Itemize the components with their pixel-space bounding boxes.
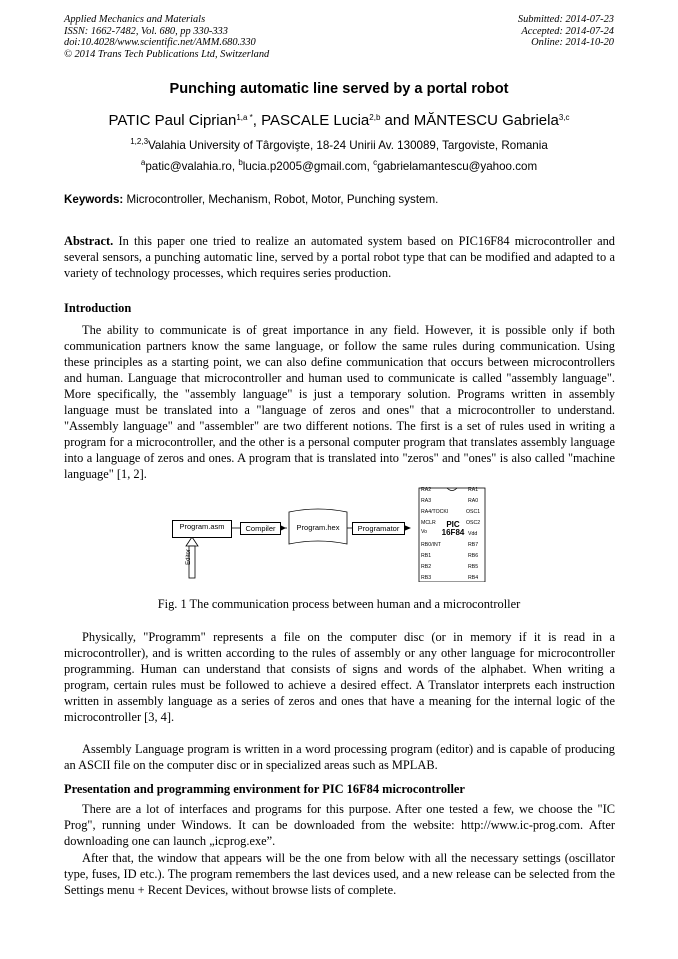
email-c[interactable]: gabrielamantescu@yahoo.com: [377, 160, 538, 173]
pic-pin-right: Vdd: [468, 531, 478, 537]
pic-pin-left: RA3: [421, 498, 432, 504]
section2-paragraph-1: There are a lot of interfaces and programs for this purpose. After one tested a few, we choose the "IC Prog", running under Windows. It can be downloaded from the website: http://www.ic-prog.com. After downloading one can launch „icprog.exe”.: [64, 802, 615, 848]
section-heading-programming-environment: Presentation and programming environment for PIC 16F84 microcontroller: [64, 782, 465, 796]
author-list: [0, 112, 678, 129]
abstract-text: In this paper one tried to realize an automated system based on PIC16F84 microcontroller and several sensors, a punching automatic line, served by a portal robot type that can be modified and adapted to a variety of technology processes, which requires series production.: [64, 234, 615, 280]
pic-pin-left: MCLR: [421, 520, 436, 526]
affiliation-text: Valahia University of Târgovişte, 18-24 Unirii Av. 130089, Targoviste, Romania: [148, 139, 548, 152]
pic-pin-right: RA1: [468, 487, 479, 493]
pic-pin-right: RB4: [468, 575, 479, 581]
intro-paragraph-2: Physically, "Programm" represents a file on the computer disc (or in memory if it is read in a microcontroller), and is written according to the rules of assembly or any other language for microcontroller programming. Human can understand that consists of signs and words of the alphabet. When writing a program, certain rules must be followed to achieve a desired effect. A Translator interprets each instruction written in assembly language as a series of zeros and ones that have a meaning for the internal logic of the microcontroller [3, 4].: [64, 630, 615, 724]
issn-line: ISSN: 1662-7482, Vol. 680, pp 330-333: [64, 25, 228, 37]
intro-paragraph-3: Assembly Language program is written in a word processing program (editor) and is capable of producing an ASCII file on the computer disc or in specialized areas such as MPLAB.: [64, 742, 615, 772]
pic-pin-left: RA4/TOCKI: [421, 509, 449, 515]
paper-title: Punching automatic line served by a portal robot: [169, 81, 509, 97]
email-list: [0, 160, 678, 173]
author-separator: ,: [252, 112, 262, 129]
author-3-sup: 3,c: [558, 113, 570, 122]
pic-pin-left: Vo: [421, 529, 428, 535]
pic-pin-left: RA2: [421, 487, 432, 493]
intro-paragraph-1: The ability to communicate is of great importance in any field. However, it is possible only if both communication partners know the same language, or follow the same rules during communication. Using these principles as a starting point, we can also define communication that occurs between microcontrollers and human. Language that microcontroller and human used to communicate is called "assembly language". More specifically, the "assembly language" is just a temporary solution. Programs written in assembly language must be translated into a "language of zeros and ones" that a microcontroller to understand. "Assembly language" and "assembler" are two different notions. The first is a set of rules used in writing a program for a microcontroller, and the other is a personal computer program that translates assembly language into a language of zeros and ones. A program that is translated into "zeros" and "ones" is also called "machine language" [1, 2].: [64, 323, 615, 481]
pic-pin-left: RB2: [421, 564, 432, 570]
keywords-text: Microcontroller, Mechanism, Robot, Motor, Punching system.: [123, 193, 439, 206]
pic-pin-left: RB1: [421, 553, 432, 559]
figure-caption: Fig. 1 The communication process between human and a microcontroller: [157, 597, 521, 611]
abstract: [64, 233, 615, 281]
author-1: PATIC Paul Ciprian: [108, 112, 237, 129]
email-a[interactable]: patic@valahia.ro,: [145, 160, 239, 173]
editor-arrow-up: [186, 537, 198, 546]
affiliation-sup: 1,2,3: [130, 137, 149, 146]
online-date: Online: 2014-10-20: [531, 37, 614, 49]
journal-header-right: [518, 14, 614, 49]
affiliation: [0, 139, 678, 152]
pic-pin-left: RB3: [421, 575, 432, 581]
copyright-line: © 2014 Trans Tech Publications Ltd, Switzerland: [64, 48, 270, 60]
pic-pin-right: RB6: [468, 553, 479, 559]
pic-pin-left: RB0/INT: [421, 542, 441, 548]
keywords-label: Keywords:: [64, 193, 124, 206]
program-asm-box: Program.asm: [172, 520, 232, 538]
author-1-sup: 1,a *: [236, 113, 253, 122]
section2-paragraph-2: After that, the window that appears will be the one from below with all the necessary settings (oscillator type, fuses, ID etc.). The program remembers the last devices used, and a new release can be selected from the Settings menu + Recent Devices, without browse lists of complete.: [64, 851, 615, 897]
doi-line: doi:10.4028/www.scientific.net/AMM.680.330: [64, 37, 256, 49]
email-b-sup: b: [238, 158, 243, 167]
journal-header-left: [64, 14, 269, 60]
arrow-head: [404, 525, 411, 531]
email-b[interactable]: lucia.p2005@gmail.com,: [242, 160, 374, 173]
figure-communication-process: [172, 482, 512, 582]
journal-name: Applied Mechanics and Materials: [64, 14, 206, 25]
pic-pin-right: OSC1: [466, 509, 481, 515]
pic-pin-right: RB7: [468, 542, 479, 548]
program-hex-label: Program.hex: [296, 523, 340, 532]
programator-box: Programator: [352, 522, 405, 535]
pic-chip-label: PIC 16F84: [441, 520, 465, 537]
compiler-box: Compiler: [240, 522, 281, 535]
author-2: PASCALE Lucia: [261, 112, 370, 129]
accepted-date: Accepted: 2014-07-24: [521, 25, 614, 37]
section-heading-introduction: Introduction: [64, 301, 132, 315]
pic-pin-right: OSC2: [466, 520, 481, 526]
author-separator: and: [380, 112, 414, 129]
author-3: MĂNTESCU Gabriela: [413, 112, 559, 129]
pic-pin-right: RB5: [468, 564, 479, 570]
email-c-sup: c: [373, 158, 378, 167]
pic-pin-right: RA0: [468, 498, 479, 504]
abstract-label: Abstract.: [64, 234, 114, 248]
author-2-sup: 2,b: [369, 113, 381, 122]
email-a-sup: a: [140, 158, 146, 167]
editor-label: Editor: [185, 549, 192, 565]
keywords: [64, 193, 438, 206]
submitted-date: Submitted: 2014-07-23: [517, 14, 614, 25]
